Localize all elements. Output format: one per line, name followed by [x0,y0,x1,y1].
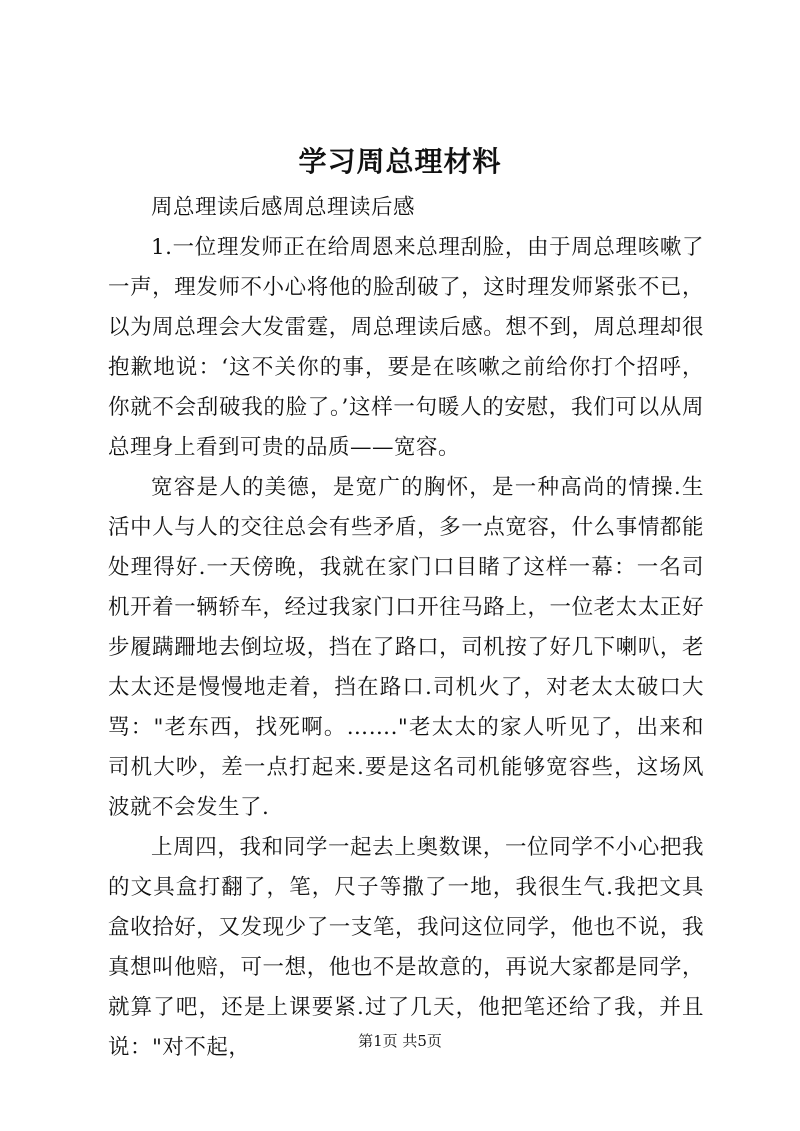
paragraph-3: 宽容是人的美德，是宽广的胸怀，是一种高尚的情操.生活中人与人的交往总会有些矛盾，多一点宽容，什么事情都能处理得好.一天傍晚，我就在家门口目睹了这样一幕：一名司机开着一辆轿车，经过我家门口开往马路上，一位老太太正好步履蹒跚地去倒垃圾，挡在了路口，司机按了好几下喇叭，老太太还是慢慢地走着，挡在路口.司机火了，对老太太破口大骂："老东西，找死啊。……."老太太的家人听见了，出来和司机大吵，差一点打起来.要是这名司机能够宽容些，这场风波就不会发生了. [108,475,704,820]
page-footer: 第1页 共5页 [358,1032,442,1050]
document-body [108,188,704,1068]
document-title: 学习周总理材料 [298,145,502,178]
paragraph-1: 周总理读后感周总理读后感 [151,195,416,220]
paragraph-4: 上周四，我和同学一起去上奥数课，一位同学不小心把我的文具盒打翻了，笔，尺子等撒了一地，我很生气.我把文具盒收拾好，又发现少了一支笔，我问这位同学，他也不说，我真想叫他赔，可一想，他也不是故意的，再说大家都是同学，就算了吧，还是上课要紧.过了几天，他把笔还给了我，并且说："对不起， [108,835,704,1060]
paragraph-2: 1.一位理发师正在给周恩来总理刮脸，由于周总理咳嗽了一声，理发师不小心将他的脸刮破了，这时理发师紧张不已，以为周总理会大发雷霆，周总理读后感。想不到，周总理却很抱歉地说：‘这不关你的事，要是在咳嗽之前给你打个招呼，你就不会刮破我的脸了。’这样一句暖人的安慰，我们可以从周总理身上看到可贵的品质——宽容。 [108,235,704,460]
